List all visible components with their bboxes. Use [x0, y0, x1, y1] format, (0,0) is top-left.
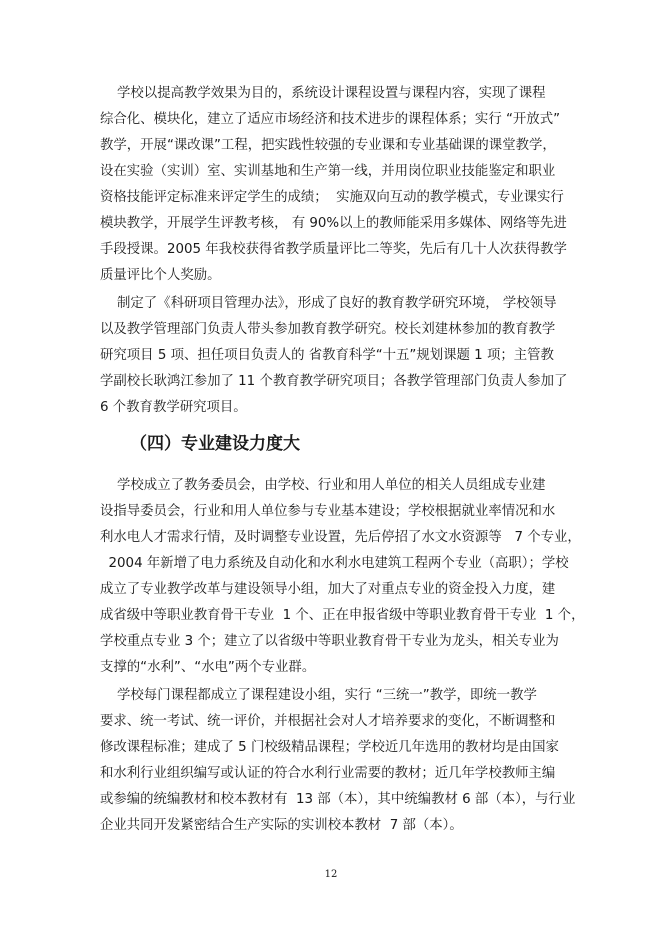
text-line: 要求、统一考试、统一评价，并根据社会对人才培养要求的变化，不断调整和: [100, 714, 556, 729]
section-heading: （四）专业建设力度大: [130, 434, 300, 454]
text-line: 综合化、模块化，建立了适应市场经济和技术进步的课程体系；实行 “开放式”: [100, 112, 561, 127]
text-line: 模块教学，开展学生评教考核， 有 90%以上的教师能采用多媒体、网络等先进: [100, 216, 567, 231]
text-line: 6 个教育教学研究项目。: [100, 400, 247, 415]
text-line: 支撑的“水利”、“水电”两个专业群。: [100, 660, 316, 675]
text-line: 或参编的统编教材和校本教材有 13 部（本），其中统编教材 6 部（本），与行业: [100, 792, 576, 807]
text-line: 和水利行业组织编写或认证的符合水利行业需要的教材；近几年学校教师主编: [100, 766, 556, 781]
text-line: 教学，开展“课改课”工程，把实践性较强的专业课和专业基础课的课堂教学，: [100, 138, 556, 153]
text-line: 质量评比个人奖励。: [100, 268, 221, 283]
text-line: 利水电人才需求行情，及时调整专业设置，先后停招了水文水资源等 7 个专业，: [100, 530, 581, 545]
text-line: 2004 年新增了电力系统及自动化和水利水电建筑工程两个专业（高职）；学校: [100, 556, 569, 571]
text-line: 制定了《科研项目管理办法》，形成了良好的教育教学研究环境， 学校领导: [100, 296, 557, 311]
text-line: 设指导委员会，行业和用人单位参与专业基本建设；学校根据就业率情况和水: [100, 504, 556, 519]
text-line: 手段授课。2005 年我校获得省教学质量评比二等奖，先后有几十人次获得教学: [100, 242, 567, 257]
text-line: 以及教学管理部门负责人带头参加教育教学研究。校长刘建林参加的教育教学: [100, 322, 556, 337]
text-line: 成立了专业教学改革与建设领导小组，加大了对重点专业的资金投入力度，建: [100, 582, 556, 597]
page-number: 12: [324, 869, 338, 880]
text-line: 设在实验（实训）室、实训基地和生产第一线，并用岗位职业技能鉴定和职业: [100, 164, 556, 179]
text-line: 修改课程标准；建成了 5 门校级精品课程；学校近几年选用的教材均是由国家: [100, 740, 559, 755]
text-line: 资格技能评定标准来评定学生的成绩； 实施双向互动的教学模式，专业课实行: [100, 190, 564, 205]
text-line: 学校每门课程都成立了课程建设小组，实行 “三统一”教学，即统一教学: [100, 688, 537, 703]
text-line: 学校以提高教学效果为目的，系统设计课程设置与课程内容，实现了课程: [100, 86, 546, 101]
text-line: 学校成立了教务委员会，由学校、行业和用人单位的相关人员组成专业建: [100, 478, 546, 493]
text-line: 企业共同开发紧密结合生产实际的实训校本教材 7 部（本）。: [100, 818, 463, 833]
text-line: 研究项目 5 项、担任项目负责人的 省教育科学“十五”规划课题 1 项；主管教: [100, 348, 554, 363]
text-line: 成省级中等职业教育骨干专业 1 个、正在申报省级中等职业教育骨干专业 1 个，: [100, 608, 585, 623]
text-line: 学副校长耿鸿江参加了 11 个教育教学研究项目；各教学管理部门负责人参加了: [100, 374, 568, 389]
text-line: 学校重点专业 3 个；建立了以省级中等职业教育骨干专业为龙头，相关专业为: [100, 634, 559, 649]
